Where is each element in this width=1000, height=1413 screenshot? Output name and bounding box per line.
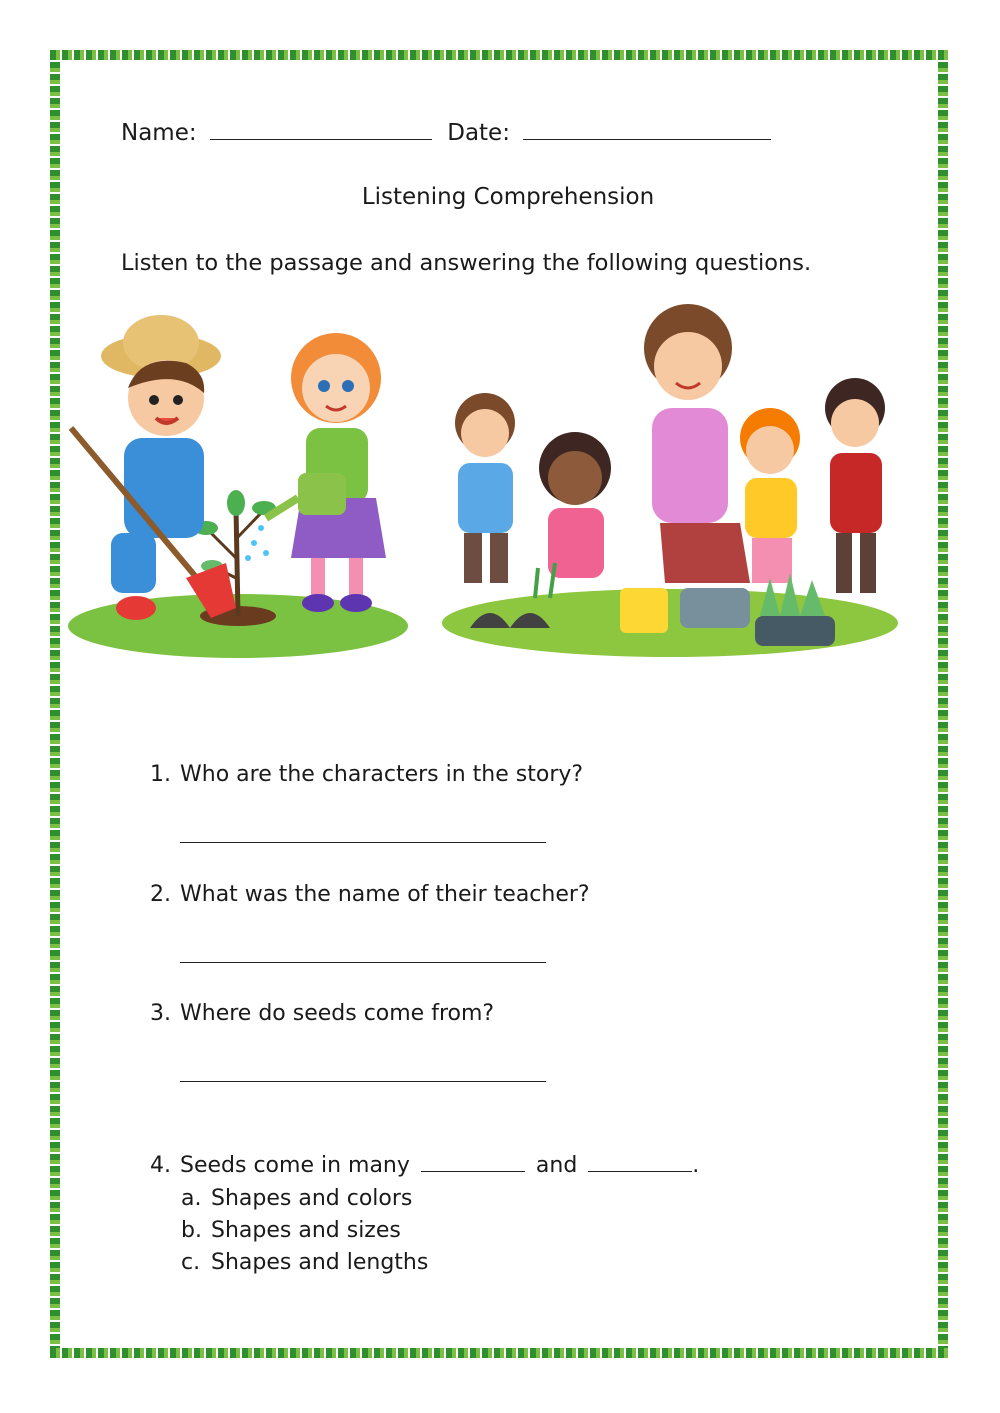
option-b[interactable]	[181, 1218, 401, 1243]
question-number: 1.	[150, 762, 171, 787]
page-title: Listening Comprehension	[361, 184, 655, 210]
question-text-middle: and	[535, 1153, 578, 1178]
name-blank-line[interactable]	[210, 121, 432, 140]
question-text-before: Seeds come in many	[180, 1153, 410, 1178]
question-text: Where do seeds come from?	[180, 1001, 495, 1026]
fill-blank-2[interactable]	[588, 1153, 692, 1172]
answer-line-2[interactable]	[180, 962, 546, 963]
option-a[interactable]	[181, 1186, 412, 1211]
question-number: 2.	[150, 882, 171, 907]
two-kids-planting-illustration	[66, 308, 411, 663]
name-row	[121, 120, 771, 146]
option-text: Shapes and lengths	[211, 1250, 429, 1275]
question-2	[150, 882, 590, 907]
teacher-and-children-gardening-illustration	[440, 298, 900, 663]
date-blank-line[interactable]	[523, 121, 771, 140]
question-3	[150, 1001, 494, 1026]
instructions: Listen to the passage and answering the following questions.	[121, 250, 812, 276]
name-label: Name:	[121, 120, 197, 146]
option-text: Shapes and sizes	[211, 1218, 401, 1243]
answer-line-1[interactable]	[180, 842, 546, 843]
question-text-end: .	[692, 1153, 700, 1178]
date-label: Date:	[447, 120, 510, 146]
option-letter: a.	[181, 1186, 202, 1211]
fill-blank-1[interactable]	[421, 1153, 525, 1172]
question-number: 3.	[150, 1001, 171, 1026]
question-1	[150, 762, 583, 787]
question-4	[150, 1153, 699, 1178]
option-text: Shapes and colors	[211, 1186, 413, 1211]
option-letter: b.	[181, 1218, 202, 1243]
option-letter: c.	[181, 1250, 201, 1275]
answer-line-3[interactable]	[180, 1081, 546, 1082]
question-text: Who are the characters in the story?	[180, 762, 584, 787]
question-number: 4.	[150, 1153, 171, 1178]
option-c[interactable]	[181, 1250, 428, 1275]
question-text: What was the name of their teacher?	[180, 882, 590, 907]
